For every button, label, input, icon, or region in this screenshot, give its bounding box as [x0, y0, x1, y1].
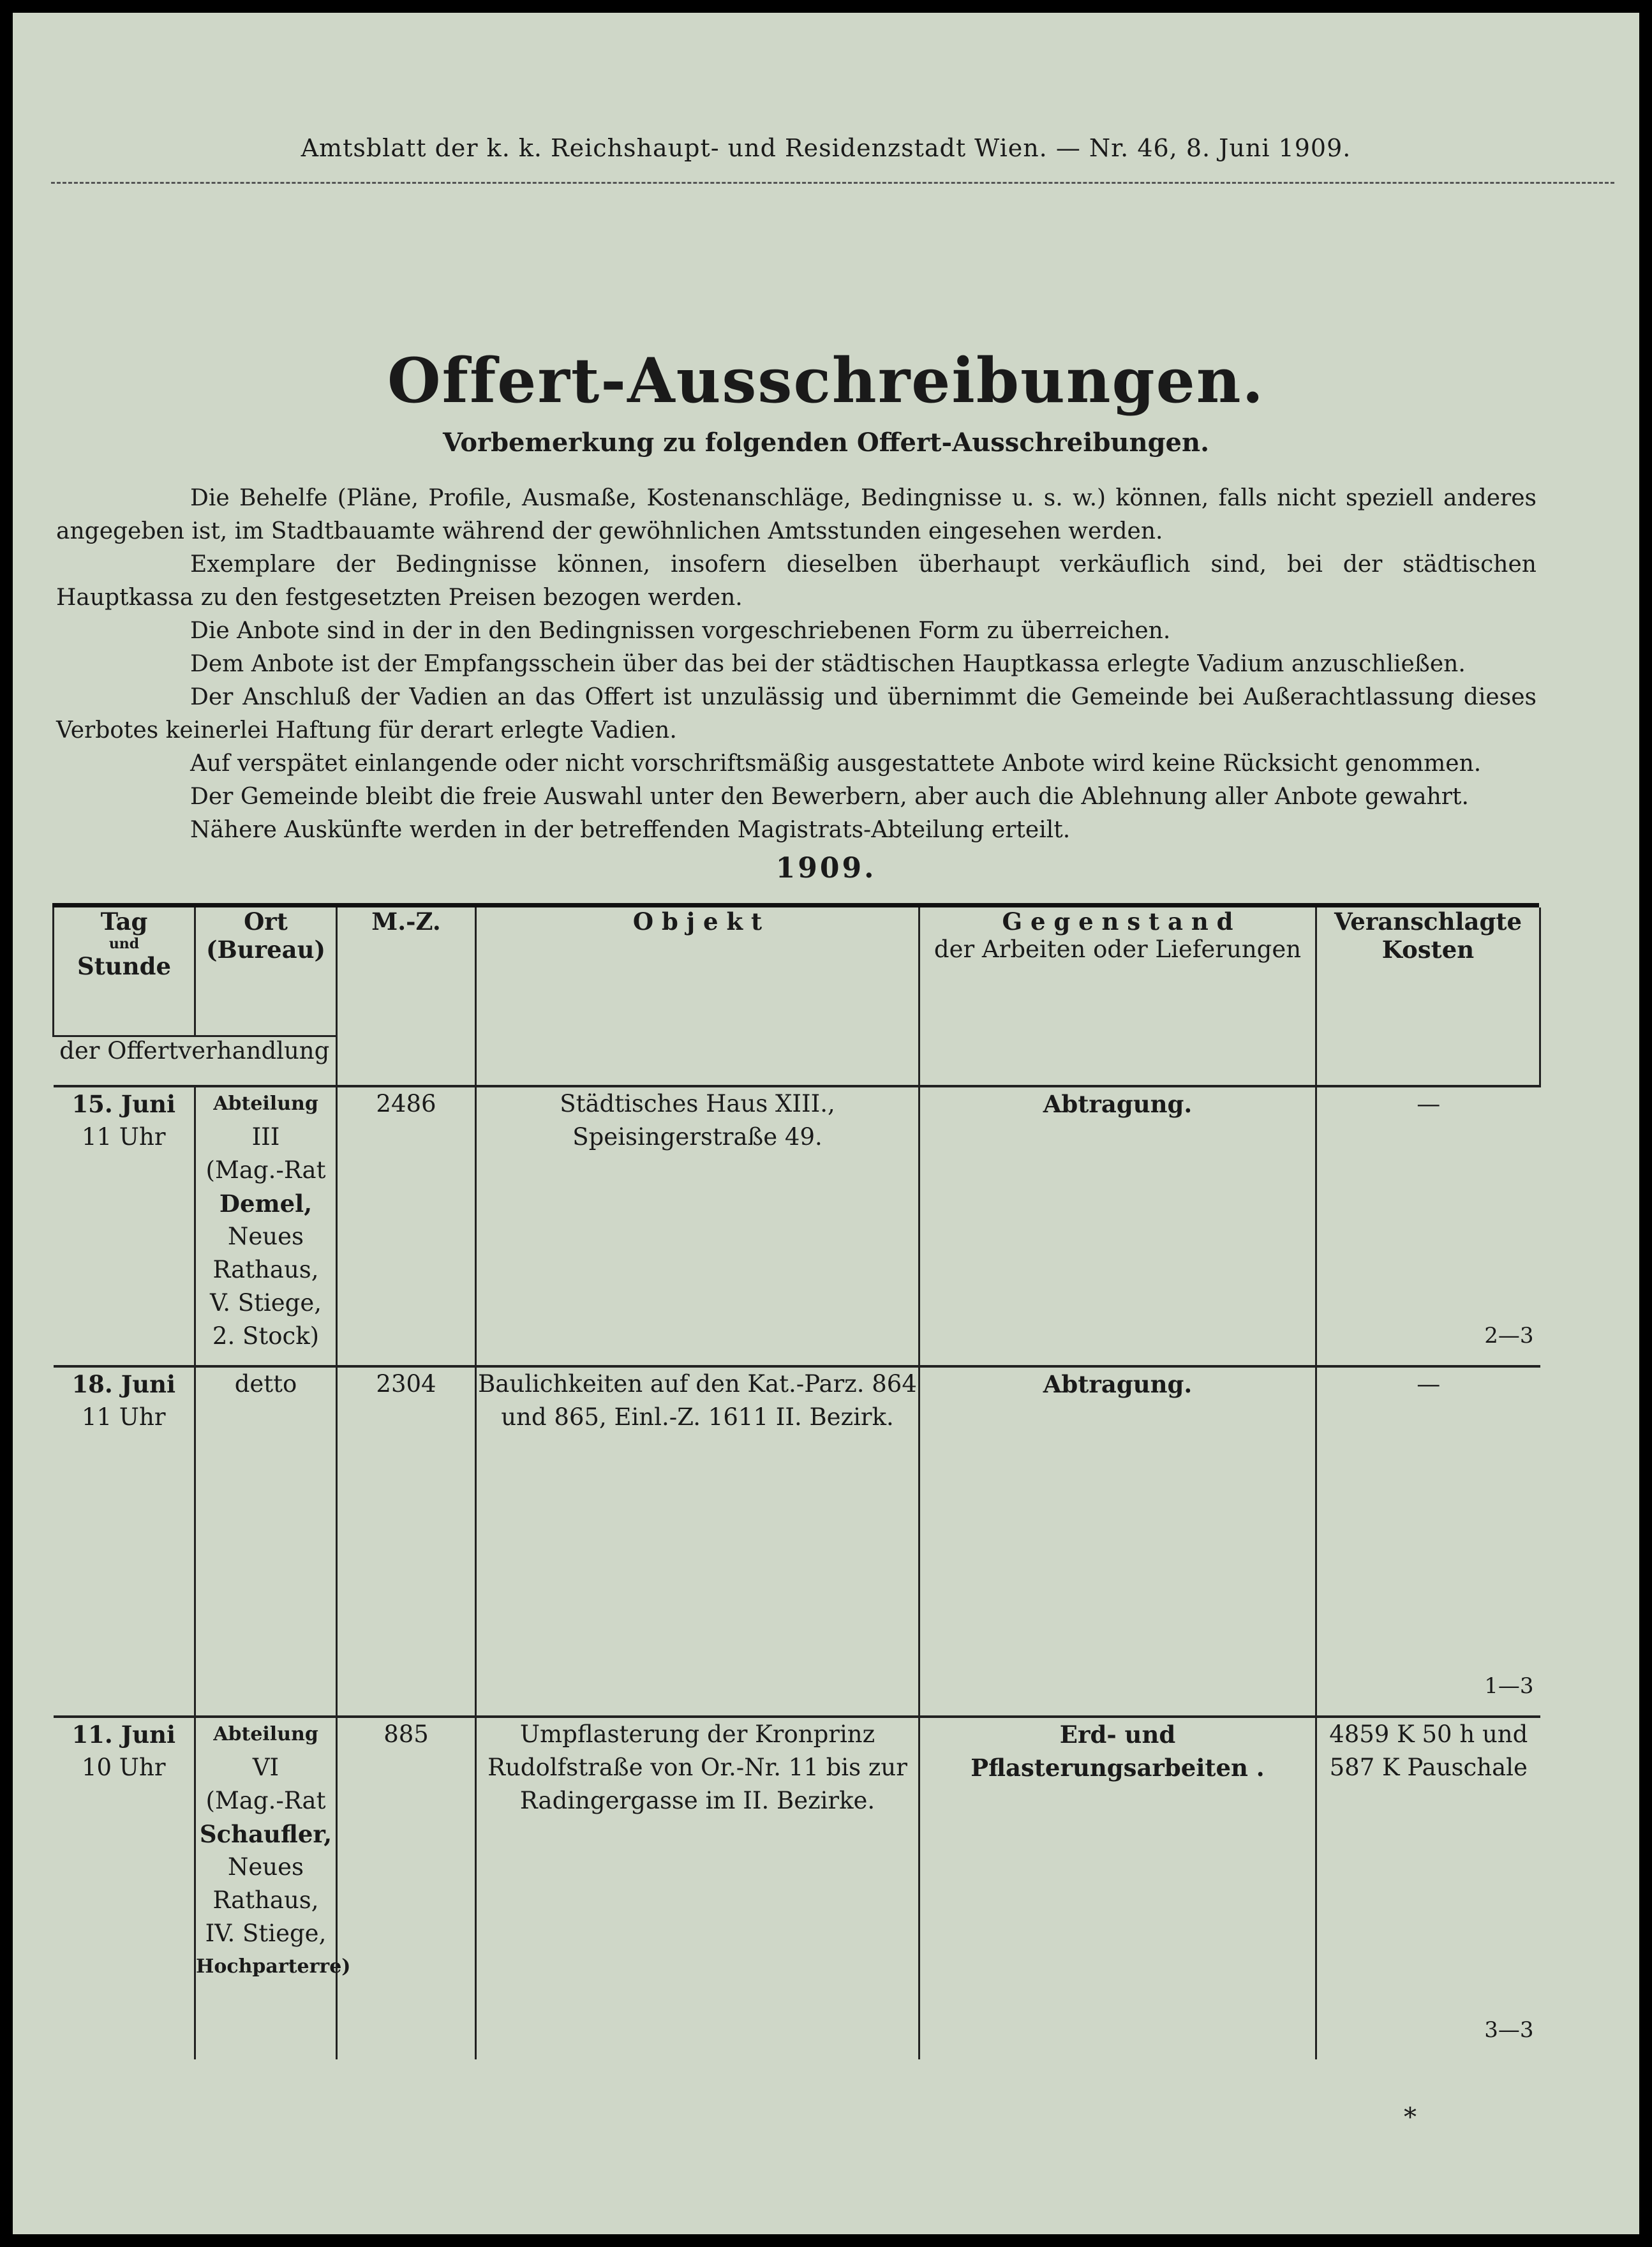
col-header-gegenstand — [919, 907, 1316, 1086]
page — [13, 13, 1639, 2234]
col-header-ort — [195, 907, 337, 1036]
col-header-offertverhandlung: der Offertverhandlung — [54, 1036, 337, 1087]
row-ort-cell — [195, 1717, 351, 2059]
row-ort-line: Rathaus, — [212, 1886, 319, 1914]
row-ort-line: Neues — [228, 1853, 304, 1881]
row-ort-cell — [195, 1086, 337, 1366]
col-header-objekt — [476, 907, 919, 1086]
running-header: Amtsblatt der k. k. Reichshaupt- und Residenzstadt Wien. — Nr. 46, 8. Juni 1909. — [301, 134, 1351, 162]
row-kosten: — — [1417, 1090, 1441, 1117]
row-ort-line: Rathaus, — [212, 1256, 319, 1283]
row-objekt-line: Städtisches Haus XIII., — [560, 1090, 835, 1117]
row-mz: 2304 — [337, 1366, 476, 1717]
row-span-mark: 3—3 — [1484, 2017, 1534, 2043]
row-objekt-cell — [476, 1366, 919, 1717]
row-kosten: 4859 K 50 h und 587 K Pauschale — [1329, 1721, 1528, 1781]
row-ort-line: V. Stiege, — [209, 1289, 322, 1317]
row-span-mark: 1—3 — [1484, 1673, 1534, 1699]
preliminary-paragraph: Die Behelfe (Pläne, Profile, Ausmaße, Kostenanschläge, Bedingnisse u. s. w.) können, falls nicht speziell anderes angegeben ist, im Stadtbauamte während der gewöhnlichen Amtsstunden eingesehen werden. — [56, 485, 1537, 544]
row-time: 11 Uhr — [81, 1123, 166, 1151]
row-ort-line: 2. Stock) — [212, 1322, 320, 1350]
row-ort-line: detto — [234, 1370, 297, 1398]
row-mz: 885 — [337, 1717, 476, 2059]
row-date-cell — [54, 1366, 195, 1717]
preliminary-paragraph: Exemplare der Bedingnisse können, insofern dieselben überhaupt verkäuflich sind, bei der städtischen Hauptkassa zu den festgesetzten Preisen bezogen werden. — [56, 551, 1537, 611]
page-title: Offert-Ausschreibungen. — [387, 345, 1265, 417]
offers-table — [52, 907, 1541, 2059]
preliminary-paragraph: Der Anschluß der Vadien an das Offert ist unzulässig und übernimmt die Gemeinde bei Außerachtlassung dieses Verbotes keinerlei Haftung für derart erlegte Vadien. — [56, 684, 1537, 743]
col-header-kosten-label: Veranschlagte Kosten — [1334, 907, 1522, 964]
row-kosten-cell — [1316, 1717, 1540, 2059]
col-header-kosten — [1316, 907, 1540, 1086]
footer-mark: * — [1404, 2103, 1417, 2132]
table-top-rule — [52, 903, 1539, 907]
col-header-gegenstand-label: G e g e n s t a n d — [1002, 907, 1233, 936]
row-ort-line: III — [251, 1123, 280, 1151]
row-mz: 2486 — [337, 1086, 476, 1366]
col-header-gegenstand-sub: der Arbeiten oder Lieferungen — [934, 936, 1302, 963]
row-gegenstand: Abtragung. — [919, 1366, 1316, 1717]
col-header-mz-label: M.-Z. — [371, 907, 441, 936]
col-header-und-label: und — [108, 936, 140, 952]
preliminary-paragraph: Nähere Auskünfte werden in der betreffenden Magistrats-Abteilung erteilt. — [190, 817, 1071, 843]
col-header-tag-label: Tag — [100, 907, 148, 936]
row-ort-line: VI — [252, 1754, 279, 1781]
col-header-tag — [54, 907, 195, 1036]
preliminary-paragraph: Dem Anbote ist der Empfangsschein über das bei der städtischen Hauptkassa erlegte Vadium anzuschließen. — [190, 651, 1466, 677]
row-ort-line: Schaufler, — [199, 1820, 332, 1848]
row-objekt-line: Umpflasterung der Kronprinz Rudolfstraße von Or.-Nr. 11 bis zur Radingergasse im II. Bezirke. — [487, 1721, 907, 1814]
table-row — [54, 1086, 1540, 1366]
table-row — [54, 1717, 1540, 2059]
col-header-mz — [337, 907, 476, 1086]
preliminary-paragraph: Die Anbote sind in der in den Bedingnissen vorgeschriebenen Form zu überreichen. — [190, 618, 1171, 644]
row-ort-cell — [195, 1366, 337, 1717]
row-objekt-cell — [476, 1717, 919, 2059]
row-date: 18. Juni — [71, 1370, 176, 1398]
col-header-stunde-label: Stunde — [77, 952, 172, 980]
row-ort-line: Abteilung — [213, 1093, 318, 1115]
col-header-bureau-label: (Bureau) — [205, 936, 326, 964]
row-kosten: — — [1417, 1370, 1441, 1398]
table-header-row — [54, 907, 1540, 1036]
row-kosten-cell — [1316, 1366, 1540, 1717]
row-ort-line: IV. Stiege, — [205, 1920, 327, 1947]
row-ort-line: Demel, — [219, 1190, 313, 1218]
row-objekt-line: Speisingerstraße 49. — [572, 1123, 822, 1151]
row-ort-line: Neues — [228, 1223, 304, 1250]
row-date: 15. Juni — [71, 1090, 176, 1118]
row-span-mark: 2—3 — [1484, 1323, 1534, 1348]
preliminary-heading: Vorbemerkung zu folgenden Offert-Ausschreibungen. — [442, 428, 1210, 458]
row-objekt-line: Baulichkeiten auf den Kat.-Parz. 864 und 865, Einl.-Z. 1611 II. Bezirk. — [478, 1370, 917, 1431]
header-rule — [51, 182, 1614, 184]
row-kosten-cell — [1316, 1086, 1540, 1366]
preliminary-paragraph: Der Gemeinde bleibt die freie Auswahl unter den Bewerbern, aber auch die Ablehnung aller Anbote gewahrt. — [190, 784, 1469, 810]
col-header-ort-label: Ort — [244, 907, 288, 936]
col-header-objekt-label: O b j e k t — [632, 907, 763, 936]
row-ort-line: (Mag.-Rat — [205, 1156, 326, 1184]
row-ort-line: Abteilung — [213, 1723, 318, 1745]
row-time: 11 Uhr — [81, 1403, 166, 1431]
preliminary-paragraph: Auf verspätet einlangende oder nicht vorschriftsmäßig ausgestattete Anbote wird keine Rücksicht genommen. — [190, 750, 1482, 777]
year-heading: 1909. — [775, 852, 877, 885]
row-date-cell — [54, 1086, 195, 1366]
row-objekt-cell — [476, 1086, 919, 1366]
row-gegenstand: Erd- und Pflasterungsarbeiten . — [919, 1717, 1316, 2059]
row-ort-line: Hochparterre) — [196, 1955, 351, 1978]
table-row — [54, 1366, 1540, 1717]
preliminary-body — [56, 482, 1537, 847]
row-date: 11. Juni — [71, 1721, 176, 1749]
row-date-cell — [54, 1717, 195, 2059]
row-ort-line: (Mag.-Rat — [205, 1787, 326, 1814]
row-time: 10 Uhr — [81, 1754, 166, 1781]
row-gegenstand: Abtragung. — [919, 1086, 1316, 1366]
